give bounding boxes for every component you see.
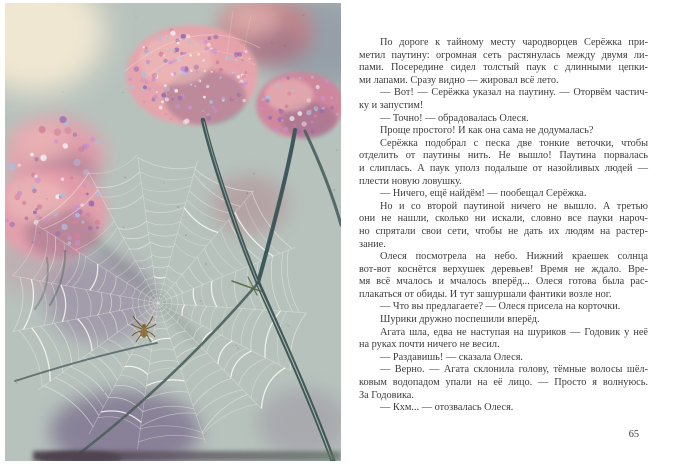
illustration-canvas bbox=[5, 3, 341, 461]
text-line: метил паутину: огромная сеть растянулась между двумя ли- bbox=[359, 49, 648, 61]
text-line: Проще простого! И как она сама не додумалась? bbox=[380, 125, 594, 137]
text-line: ку и запустим! bbox=[359, 99, 424, 111]
text-line: Шурики дружно поспешили вперёд. bbox=[380, 314, 540, 326]
text-line: на руках почти ничего не весил. bbox=[359, 339, 500, 351]
text-line: — Кхм... — отозвалась Олеся. bbox=[380, 402, 514, 414]
text-line: плакаться от обиды. И тут зашуршали фантики возле ног. bbox=[359, 288, 612, 300]
text-line: зание. bbox=[359, 238, 386, 250]
text-line: Но и со второй паутиной ничего не вышло. А третью bbox=[380, 200, 648, 212]
watercolor-illustration bbox=[5, 3, 341, 461]
text-line: пами. Посередине сидел толстый паук с длинными цепки- bbox=[359, 62, 648, 74]
text-line: Олеся посмотрела на небо. Нижний краешек солнца bbox=[380, 251, 648, 263]
text-line: плести новую ловушку. bbox=[359, 175, 462, 187]
text-line: За Годовика. bbox=[359, 389, 414, 401]
text-line: — Раздавишь! — сказала Олеся. bbox=[380, 351, 524, 363]
text-line: Серёжка подобрал с песка две тонкие веточки, чтобы bbox=[380, 137, 648, 149]
text-line: они не нашли, сколько ни искали, словно все пауки нароч- bbox=[359, 213, 648, 225]
page-text-block bbox=[359, 37, 648, 415]
text-line: — Ничего, ещё найдём! — пообещал Серёжка. bbox=[380, 188, 587, 200]
text-line: и слиплась. А паук уполз подальше от назойливых людей — bbox=[359, 162, 648, 174]
text-line: вот-вот коснётся верхушек деревьев! Время не ждало. Вре- bbox=[359, 263, 648, 275]
page-number: 65 bbox=[628, 429, 639, 440]
text-line: ковым водопадом упали на её лицо. — Просто я волнуюсь. bbox=[359, 377, 648, 389]
text-line: — Что вы предлагаете? — Олеся присела на корточки. bbox=[380, 301, 621, 313]
text-line: По дороге к тайному месту чародворцев Серёжка при- bbox=[380, 37, 648, 48]
text-line: — Точно! — обрадовалась Олеся. bbox=[380, 112, 529, 124]
text-line: ми лапами. Сразу видно — жировал всё лето. bbox=[359, 74, 559, 86]
text-line: Агата шла, едва не наступая на шуриков — Годовик у неё bbox=[380, 326, 648, 338]
text-line: мя всё мчалось и мчалось вперёд... Олеся готова была рас- bbox=[359, 276, 648, 288]
text-line: — Верно. — Агата склонила голову, тёмные волосы шёл- bbox=[380, 364, 648, 376]
text-line: — Вот! — Серёжка указал на паутину. — Оторвём частич- bbox=[380, 87, 648, 99]
text-line: отделить от паутины нить. Не вышло! Паутина порвалась bbox=[359, 150, 648, 162]
text-line: но спрятали свои сети, чтобы не дать их людям на растер- bbox=[359, 225, 648, 237]
